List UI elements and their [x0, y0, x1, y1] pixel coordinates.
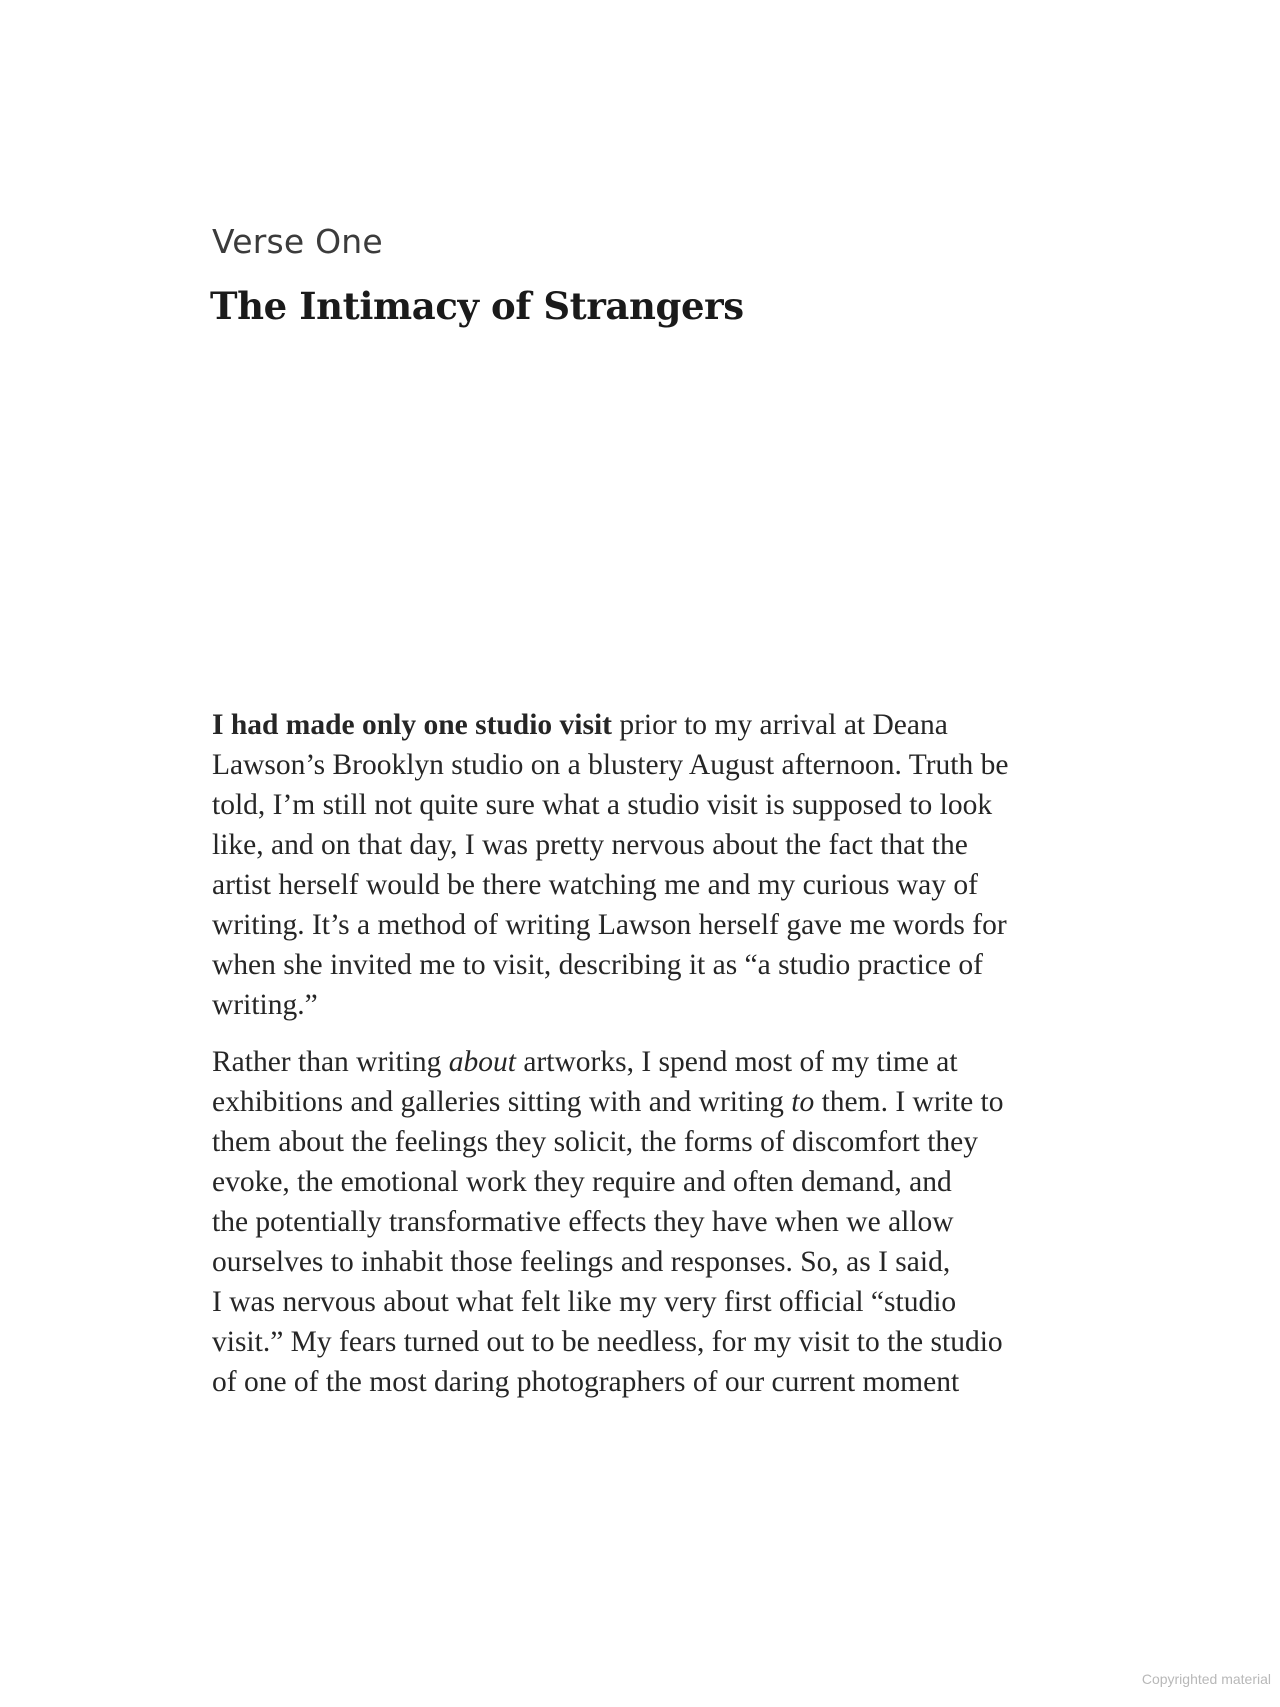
line-text: them. I write to: [814, 1086, 1004, 1118]
paragraph-line: the potentially transformative effects they have when we allow: [212, 1206, 954, 1238]
paragraph-line: I was nervous about what felt like my very first official “studio: [212, 1286, 957, 1318]
paragraph-line: Lawson’s Brooklyn studio on a blustery August afternoon. Truth be: [212, 749, 1009, 781]
paragraph-line: [212, 1082, 1052, 1122]
line-text: prior to my arrival at Deana: [611, 709, 948, 741]
paragraph-line: writing.”: [212, 989, 318, 1021]
body-text: [212, 705, 1052, 1402]
paragraph-line: [212, 1042, 1052, 1082]
paragraph-line: like, and on that day, I was pretty nervous about the fact that the: [212, 829, 968, 861]
paragraph-line: [212, 705, 1052, 745]
paragraph-line: writing. It’s a method of writing Lawson herself gave me words for: [212, 909, 1007, 941]
emphasis-to: to: [791, 1086, 815, 1118]
chapter-label: Verse One: [212, 222, 383, 261]
paragraph-line: visit.” My fears turned out to be needless, for my visit to the studio: [212, 1326, 1003, 1358]
paragraph-line: them about the feelings they solicit, the forms of discomfort they: [212, 1126, 979, 1158]
paragraph-2: [212, 1042, 1052, 1402]
paragraph-line: when she invited me to visit, describing it as “a studio practice of: [212, 949, 983, 981]
lead-in-phrase: I had made only one studio visit: [212, 709, 612, 741]
paragraph-line: evoke, the emotional work they require and often demand, and: [212, 1166, 952, 1198]
paragraph-line: of one of the most daring photographers of our current moment: [212, 1366, 960, 1398]
line-text: exhibitions and galleries sitting with and writing: [212, 1086, 792, 1118]
paragraph-1: [212, 705, 1052, 1025]
copyright-watermark: Copyrighted material: [1141, 1671, 1271, 1687]
paragraph-line: told, I’m still not quite sure what a studio visit is supposed to look: [212, 789, 993, 821]
line-text: artworks, I spend most of my time at: [515, 1046, 958, 1078]
line-text: Rather than writing: [212, 1046, 449, 1078]
emphasis-about: about: [448, 1046, 516, 1078]
paragraph-line: artist herself would be there watching me and my curious way of: [212, 869, 978, 901]
chapter-title: The Intimacy of Strangers: [210, 284, 744, 328]
paragraph-line: ourselves to inhabit those feelings and responses. So, as I said,: [212, 1246, 951, 1278]
